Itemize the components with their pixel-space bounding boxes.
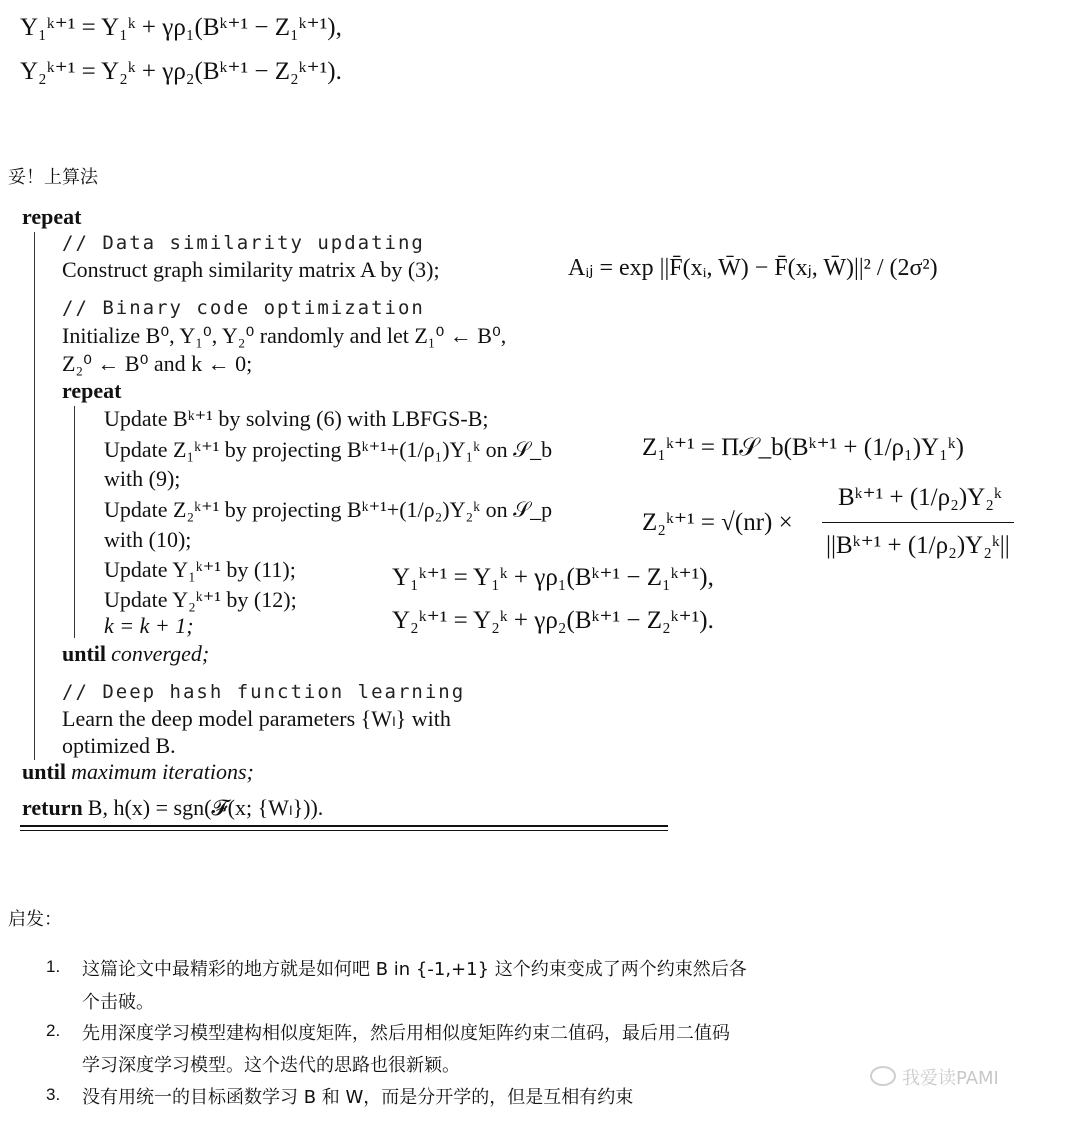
comment-data-similarity: // Data similarity updating — [62, 232, 425, 254]
return-line — [22, 795, 323, 821]
algorithm-bottom-rule — [20, 825, 668, 827]
until-keyword: until — [62, 641, 107, 666]
z2-formula-lhs: Z₂ᵏ⁺¹ = √(nr) × — [642, 509, 793, 536]
list-item-text: 没有用统一的目标函数学习 B 和 W，而是分开学的，但是互相有约束 — [82, 1087, 634, 1108]
learn-line-1: Learn the deep model parameters {Wₗ} with — [62, 706, 451, 731]
list-item-text: 这篇论文中最精彩的地方就是如何吧 B in {-1,+1} 这个约束变成了两个约束然后各 — [82, 959, 747, 980]
y1-update-formula: Y₁ᵏ⁺¹ = Y₁ᵏ + γρ₁(Bᵏ⁺¹ − Z₁ᵏ⁺¹), — [392, 564, 714, 591]
return-expression: B, h(x) = sgn(𝓕(x; {Wₗ})). — [87, 795, 324, 820]
converged-text: converged; — [111, 641, 210, 666]
list-item-number: 1. — [46, 957, 61, 976]
until-keyword: until — [22, 759, 67, 784]
inspiration-heading: 启发： — [8, 909, 62, 930]
list-item-number: 3. — [46, 1085, 61, 1104]
initialize-line-1: Initialize B⁰, Y₁⁰, Y₂⁰ randomly and let Z₁⁰ ← B⁰, — [62, 323, 507, 348]
algorithm-bottom-rule-2 — [20, 830, 668, 831]
top-equation-1: Y₁ᵏ⁺¹ = Y₁ᵏ + γρ₁(Bᵏ⁺¹ − Z₁ᵏ⁺¹), — [20, 14, 342, 41]
comment-deep-hash: // Deep hash function learning — [62, 681, 466, 703]
until-converged-line — [62, 641, 209, 667]
section-heading: 妥！上算法 — [8, 167, 98, 188]
z2-formula-denominator: ||Bᵏ⁺¹ + (1/ρ₂)Y₂ᵏ|| — [826, 532, 1010, 559]
watermark-text: 我爱读PAMI — [902, 1068, 999, 1089]
k-increment-line: k = k + 1; — [104, 613, 194, 638]
comment-binary-code: // Binary code optimization — [62, 297, 425, 319]
similarity-formula: Aᵢⱼ = exp ||F̄(xᵢ, W̄) − F̄(xⱼ, W̄)||² / (2σ²) — [568, 255, 938, 281]
repeat-outer-keyword: repeat — [22, 204, 82, 229]
update-y1-line: Update Y₁ᵏ⁺¹ by (11); — [104, 557, 296, 582]
update-z2-line: Update Z₂ᵏ⁺¹ by projecting Bᵏ⁺¹+(1/ρ₂)Y₂ᵏ on 𝒮_p — [104, 497, 553, 522]
initialize-line-2: Z₂⁰ ← B⁰ and k ← 0; — [62, 351, 253, 376]
list-item-number: 2. — [46, 1021, 61, 1040]
z2-formula-numerator: Bᵏ⁺¹ + (1/ρ₂)Y₂ᵏ — [838, 484, 1002, 511]
update-y2-line: Update Y₂ᵏ⁺¹ by (12); — [104, 587, 297, 612]
repeat-inner-keyword: repeat — [62, 378, 122, 403]
list-item-text: 先用深度学习模型建构相似度矩阵，然后用相似度矩阵约束二值码，最后用二值码 — [82, 1023, 730, 1044]
with-9-line: with (9); — [104, 466, 181, 491]
wechat-icon — [870, 1066, 896, 1086]
outer-loop-bar — [34, 232, 35, 760]
return-keyword: return — [22, 795, 83, 820]
inner-loop-bar — [74, 406, 75, 638]
with-10-line: with (10); — [104, 527, 192, 552]
z1-projection-formula: Z₁ᵏ⁺¹ = Π𝒮_b(Bᵏ⁺¹ + (1/ρ₁)Y₁ᵏ) — [642, 434, 965, 461]
update-b-line: Update Bᵏ⁺¹ by solving (6) with LBFGS-B; — [104, 406, 489, 431]
learn-line-2: optimized B. — [62, 733, 176, 758]
top-equation-2: Y₂ᵏ⁺¹ = Y₂ᵏ + γρ₂(Bᵏ⁺¹ − Z₂ᵏ⁺¹). — [20, 58, 342, 85]
list-item-text-continued: 学习深度学习模型。这个迭代的思路也很新颖。 — [82, 1055, 460, 1076]
list-item-text-continued: 个击破。 — [82, 992, 154, 1013]
fraction-bar — [822, 522, 1014, 523]
update-z1-line: Update Z₁ᵏ⁺¹ by projecting Bᵏ⁺¹+(1/ρ₁)Y₁ᵏ on 𝒮_b — [104, 437, 553, 462]
y2-update-formula: Y₂ᵏ⁺¹ = Y₂ᵏ + γρ₂(Bᵏ⁺¹ − Z₂ᵏ⁺¹). — [392, 607, 714, 634]
until-max-line — [22, 759, 254, 785]
construct-graph-line: Construct graph similarity matrix A by (3); — [62, 257, 440, 282]
max-iterations-text: maximum iterations; — [71, 759, 254, 784]
